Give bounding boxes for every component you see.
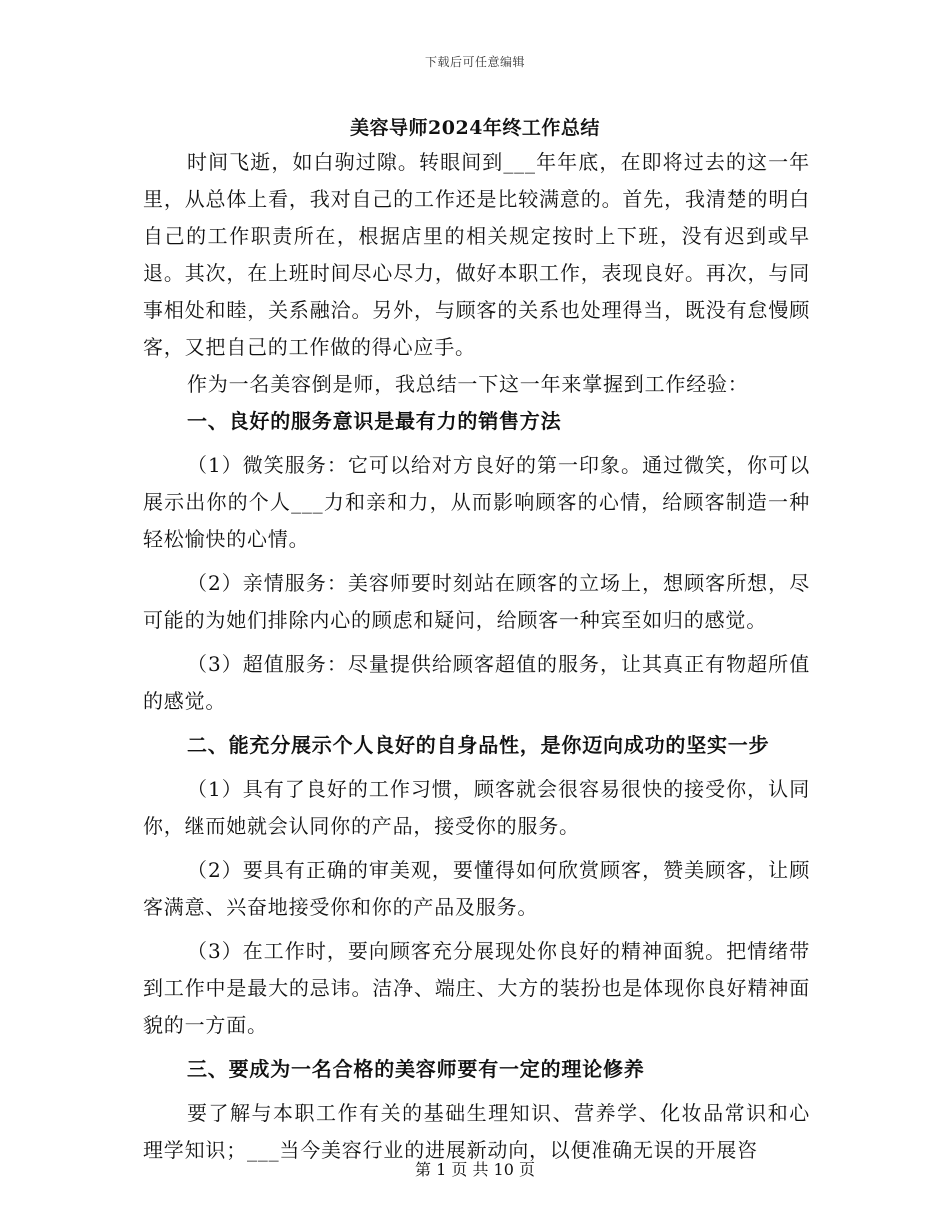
paragraph-1-2: （2）亲情服务：美容师要时刻站在顾客的立场上，想顾客所想，尽可能的为她们排除内心的顾虑和疑问，给顾客一种宾至如归的感觉。 xyxy=(143,571,810,632)
paragraph-1-3: （3）超值服务：尽量提供给顾客超值的服务，让其真正有物超所值的感觉。 xyxy=(143,652,810,713)
page-footer-number: 第 1 页 共 10 页 xyxy=(415,1160,535,1179)
paragraph-2-2: （2）要具有正确的审美观，要懂得如何欣赏顾客，赞美顾客，让顾客满意、兴奋地接受你和你的产品及服务。 xyxy=(143,858,810,919)
paragraph-3-1: 要了解与本职工作有关的基础生理知识、营养学、化妆品常识和心理学知识；___当今美容行业的进展新动向，以便准确无误的开展咨 xyxy=(143,1101,810,1162)
document-title: 美容导师2024年终工作总结 xyxy=(350,117,600,139)
paragraph-summary-lead: 作为一名美容倒是师，我总结一下这一年来掌握到工作经验： xyxy=(187,372,749,396)
paragraph-1-1: （1）微笑服务：它可以给对方良好的第一印象。通过微笑，你可以展示出你的个人___力和亲和力，从而影响顾客的心情，给顾客制造一种轻松愉快的心情。 xyxy=(143,453,810,551)
paragraph-2-1: （1）具有了良好的工作习惯，顾客就会很容易很快的接受你，认同你，继而她就会认同你的产品，接受你的服务。 xyxy=(143,777,810,838)
paragraph-2-3: （3）在工作时，要向顾客充分展现处你良好的精神面貌。把情绪带到工作中是最大的忌讳。洁净、端庄、大方的装扮也是体现你良好精神面貌的一方面。 xyxy=(143,939,810,1037)
section-heading-1: 一、良好的服务意识是最有力的销售方法 xyxy=(187,409,562,433)
section-heading-3: 三、要成为一名合格的美容师要有一定的理论修养 xyxy=(187,1057,645,1081)
section-heading-2: 二、能充分展示个人良好的自身品性，是你迈向成功的坚实一步 xyxy=(187,733,770,757)
paragraph-intro: 时间飞逝，如白驹过隙。转眼间到___年年底，在即将过去的这一年里，从总体上看，我对自己的工作还是比较满意的。首先，我清楚的明白自己的工作职责所在，根据店里的相关规定按时上下班，没有迟到或早退。其次，在上班时间尽心尽力，做好本职工作，表现良好。再次，与同事相处和睦，关系融洽。另外，与顾客的关系也处理得当，既没有怠慢顾客，又把自己的工作做的得心应手。 xyxy=(143,150,810,359)
page-header-note: 下载后可任意编辑 xyxy=(424,55,525,69)
document-body xyxy=(143,144,810,1169)
